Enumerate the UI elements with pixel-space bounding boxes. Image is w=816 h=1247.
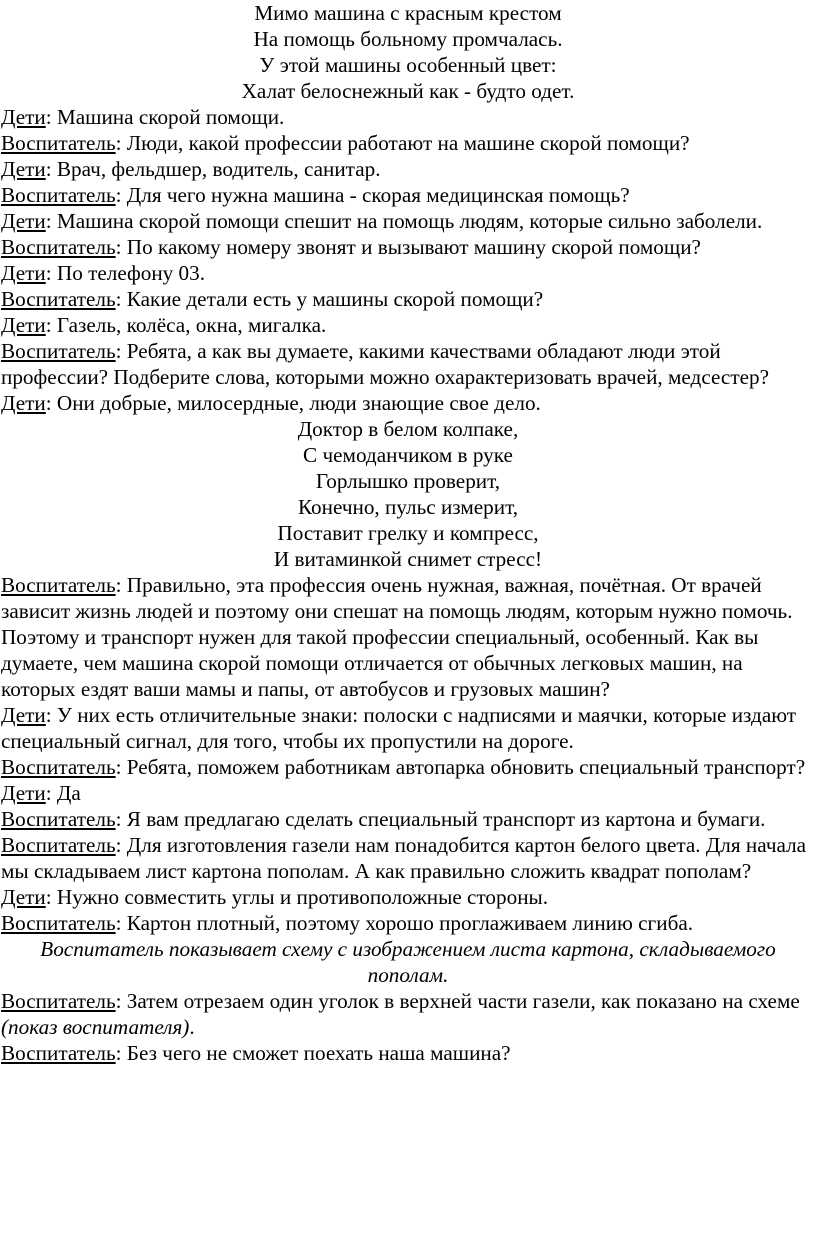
- dialogue-line: [0, 832, 816, 884]
- poem-line: Конечно, пульс измерит,: [297, 495, 519, 519]
- poem-line: И витаминкой снимет стресс!: [273, 547, 543, 571]
- speaker-label: Дети: [1, 157, 46, 181]
- dialogue-line: [0, 884, 816, 910]
- speaker-label: Дети: [1, 313, 46, 337]
- dialogue-line: [0, 312, 816, 338]
- dialogue-text: : Нужно совместить углы и противоположные стороны.: [45, 885, 549, 909]
- dialogue-line: [0, 234, 816, 260]
- poem-line: Халат белоснежный как - будто одет.: [241, 79, 575, 103]
- dialogue-text: : Я вам предлагаю сделать специальный транспорт из картона и бумаги.: [115, 807, 766, 831]
- dialogue-line: [0, 910, 816, 936]
- dialogue-section-1: [0, 104, 816, 416]
- speaker-label: Дети: [1, 209, 46, 233]
- dialogue-line: [0, 338, 816, 390]
- poem-intro: [0, 0, 816, 104]
- poem-doctor: [0, 416, 816, 572]
- dialogue-text: : Люди, какой профессии работают на машине скорой помощи?: [115, 131, 690, 155]
- speaker-label: Воспитатель: [1, 755, 116, 779]
- dialogue-line: [0, 572, 816, 702]
- speaker-label: Дети: [1, 261, 46, 285]
- dialogue-text: : Правильно, эта профессия очень нужная, важная, почётная. От врачей зависит жизнь людей и поэтому они спешат на помощь людям, которым нужно помочь. Поэтому и транспорт нужен для такой профессии специальный, особенный. Как вы думаете, чем машина скорой помощи отличается от обычных легковых машин, на которых ездят ваши мамы и папы, от автобусов и грузовых машин?: [1, 573, 793, 701]
- dialogue-text: : Какие детали есть у машины скорой помощи?: [115, 287, 544, 311]
- dialogue-line: [0, 988, 816, 1040]
- dialogue-line: [0, 702, 816, 754]
- dialogue-line: [0, 286, 816, 312]
- dialogue-line: [0, 806, 816, 832]
- speaker-label: Дети: [1, 703, 46, 727]
- dialogue-tail: .: [189, 1015, 195, 1039]
- dialogue-line: [0, 754, 816, 780]
- poem-line: Мимо машина с красным крестом: [254, 1, 562, 25]
- poem-line: Горлышко проверит,: [315, 469, 501, 493]
- dialogue-text: : По какому номеру звонят и вызывают машину скорой помощи?: [115, 235, 701, 259]
- dialogue-text: : Картон плотный, поэтому хорошо проглаживаем линию сгиба.: [115, 911, 694, 935]
- poem-line: С чемоданчиком в руке: [303, 443, 513, 467]
- dialogue-text: : Они добрые, милосердные, люди знающие свое дело.: [45, 391, 541, 415]
- dialogue-line: [0, 208, 816, 234]
- poem-line: Доктор в белом колпаке,: [297, 417, 519, 441]
- speaker-label: Воспитатель: [1, 807, 116, 831]
- dialogue-text: : Для чего нужна машина - скорая медицинская помощь?: [115, 183, 630, 207]
- dialogue-text: : Для изготовления газели нам понадобится картон белого цвета. Для начала мы складываем лист картона пополам. А как правильно сложить квадрат пополам?: [1, 833, 807, 883]
- speaker-label: Воспитатель: [1, 235, 116, 259]
- dialogue-text: : Ребята, а как вы думаете, какими качествами обладают люди этой профессии? Подберите слова, которыми можно охарактеризовать врачей, медсестер?: [1, 339, 769, 389]
- dialogue-line: [0, 780, 816, 806]
- dialogue-section-3: [0, 988, 816, 1066]
- dialogue-text: : По телефону 03.: [45, 261, 206, 285]
- dialogue-text: : Врач, фельдшер, водитель, санитар.: [45, 157, 381, 181]
- speaker-label: Воспитатель: [1, 339, 116, 363]
- dialogue-line: [0, 182, 816, 208]
- speaker-label: Воспитатель: [1, 183, 116, 207]
- speaker-label: Дети: [1, 105, 46, 129]
- dialogue-line: [0, 104, 816, 130]
- dialogue-text: : Ребята, поможем работникам автопарка обновить специальный транспорт?: [115, 755, 806, 779]
- dialogue-line: [0, 1040, 816, 1066]
- dialogue-text: : Да: [45, 781, 81, 805]
- dialogue-text: : Без чего не сможет поехать наша машина?: [115, 1041, 511, 1065]
- dialogue-line: [0, 390, 816, 416]
- dialogue-text: : У них есть отличительные знаки: полоски с надписями и маячки, которые издают специальный сигнал, для того, чтобы их пропустили на дороге.: [1, 703, 797, 753]
- poem-line: У этой машины особенный цвет:: [259, 53, 557, 77]
- speaker-label: Воспитатель: [1, 287, 116, 311]
- speaker-label: Воспитатель: [1, 911, 116, 935]
- speaker-label: Воспитатель: [1, 131, 116, 155]
- speaker-label: Дети: [1, 781, 46, 805]
- dialogue-line: [0, 156, 816, 182]
- dialogue-section-2: [0, 572, 816, 936]
- poem-line: Поставит грелку и компресс,: [277, 521, 539, 545]
- dialogue-line: [0, 130, 816, 156]
- dialogue-italic-note: (показ воспитателя): [1, 1015, 190, 1039]
- speaker-label: Воспитатель: [1, 989, 116, 1013]
- speaker-label: Воспитатель: [1, 1041, 116, 1065]
- stage-direction: Воспитатель показывает схему с изображением листа картона, складываемого пополам.: [40, 937, 776, 987]
- speaker-label: Воспитатель: [1, 573, 116, 597]
- dialogue-text: : Газель, колёса, окна, мигалка.: [45, 313, 327, 337]
- dialogue-line: [0, 260, 816, 286]
- dialogue-text: : Машина скорой помощи спешит на помощь людям, которые сильно заболели.: [45, 209, 763, 233]
- poem-line: На помощь больному промчалась.: [253, 27, 563, 51]
- speaker-label: Дети: [1, 885, 46, 909]
- dialogue-text: : Машина скорой помощи.: [45, 105, 285, 129]
- dialogue-text: : Затем отрезаем один уголок в верхней части газели, как показано на схеме: [115, 989, 800, 1013]
- speaker-label: Воспитатель: [1, 833, 116, 857]
- speaker-label: Дети: [1, 391, 46, 415]
